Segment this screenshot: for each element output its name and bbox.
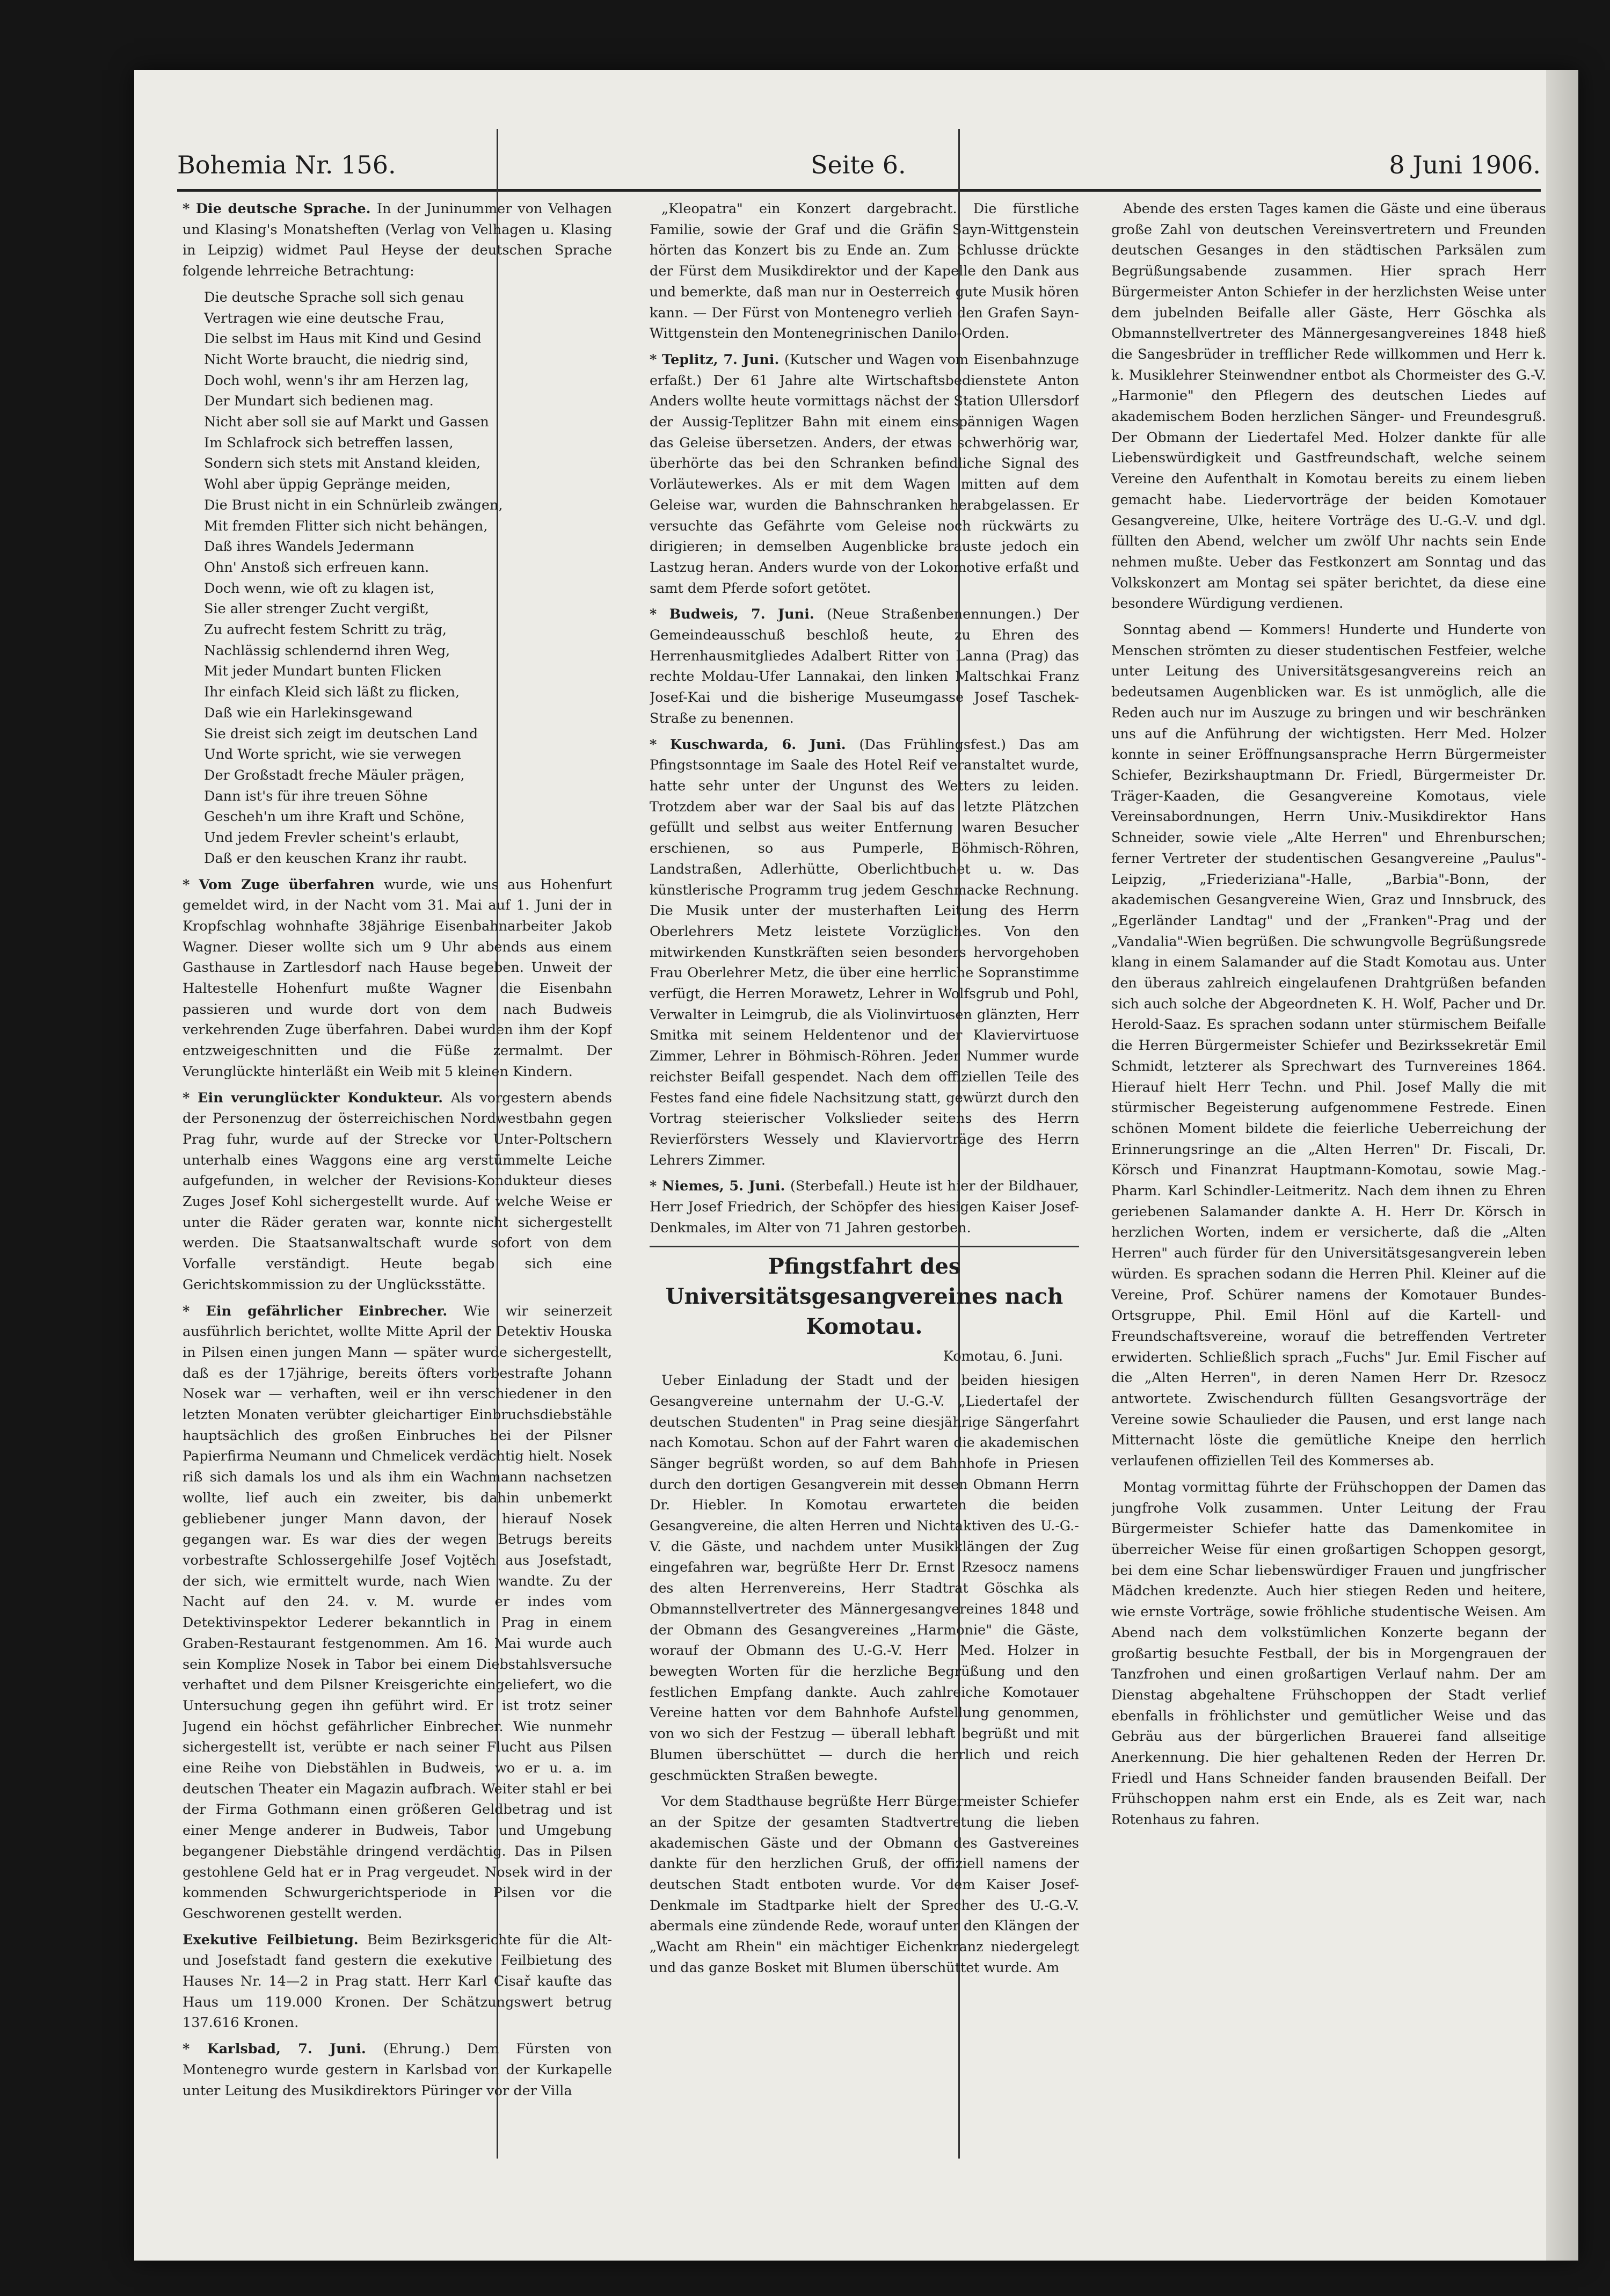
article-paragraph	[183, 1088, 612, 1296]
article-text: Vor dem Stadthause begrüßte Herr Bürgermeister Schiefer an der Spitze der gesamten Stadtvertretung die lieben akademischen Gäste und der Obmann des Gastvereines dankte für den herzlichen Gruß, der offiziell namens der deutschen Stadt entboten wurde. Vor dem Kaiser Josef-Denkmale im Stadtparke hielt der Sprecher des U.-G.-V. abermals eine zündende Rede, worauf unter den Klängen der „Wacht am Rhein" ein mächtiger Eichenkranz niedergelegt und das ganze Bosket mit Blumen überschüttet wurde. Am	[650, 1793, 1079, 1976]
article-text: wurde, wie uns aus Hohenfurt gemeldet wird, in der Nacht vom 31. Mai auf 1. Juni der in Kropfschlag wohnhafte 38jährige Eisenbahnarbeiter Jakob Wagner. Dieser wollte sich um 9 Uhr abends aus einem Gasthause in Zartlesdorf nach Hause begeben. Unweit der Haltestelle Hohenfurt mußte Wagner die Eisenbahn passieren und wurde dort von dem nach Budweis verkehrenden Zuge überfahren. Dabei wurden ihm der Kopf entzweigeschnitten und die Füße zermalmt. Der Verunglückte hinterläßt ein Weib mit 5 kleinen Kindern.	[183, 876, 612, 1080]
masthead-issue: Bohemia Nr. 156.	[177, 150, 396, 179]
verse-line: Sie aller strenger Zucht vergißt,	[204, 601, 429, 617]
article-kicker: * Ein verunglückter Kondukteur.	[183, 1089, 451, 1106]
verse-line: Die Brust nicht in ein Schnürleib zwängen,	[204, 497, 503, 513]
article-paragraph	[183, 1930, 612, 2034]
column-3	[1111, 199, 1546, 2239]
verse-line: Doch wenn, wie oft zu klagen ist,	[204, 580, 435, 597]
article-kicker: * Vom Zuge überfahren	[183, 876, 384, 893]
article-kicker: * Niemes, 5. Juni.	[650, 1178, 791, 1195]
verse-line: Daß er den keuschen Kranz ihr raubt.	[204, 850, 468, 867]
header-rule	[177, 189, 1541, 192]
verse-line: Gescheh'n um ihre Kraft und Schöne,	[204, 809, 465, 825]
article-paragraph	[183, 2039, 612, 2101]
article-text: (Das Frühlingsfest.) Das am Pfingstsonntage im Saale des Hotel Reif veranstaltet wurde, hatte sehr unter der Ungunst des Wetters zu leiden. Trotzdem aber war der Saal bis auf das letzte Plätzchen gefüllt und selbst aus weiter Entfernung waren Besucher erschienen, so aus Pumperle, Böhmisch-Röhren, Landstraßen, Adlerhütte, Oberlichtbuchet u. w. Das künstlerische Programm trug jedem Geschmacke Rechnung. Die Musik unter der musterhaften Leitung des Herrn Oberlehrers Metz leistete Vorzügliches. Von den mitwirkenden Kunstkräften seien besonders hervorgehoben Frau Oberlehrer Metz, die über eine herrliche Sopranstimme verfügt, die Herren Morawetz, Lehrer in Wolfsgrub und Pohl, Verwalter in Leimgrub, die als Violinvirtuosen glänzten, Herr Smitka mit seinem Heldentenor und der Klaviervirtuose Zimmer, Lehrer in Böhmisch-Röhren. Jeder Nummer wurde reichster Beifall gespendet. Nach dem offiziellen Teile des Festes fand eine fidele Nachsitzung statt, gewürzt durch den Vortrag steierischer Volkslieder seitens des Herrn Revierförsters Wessely und Klaviervorträge des Herrn Lehrers Zimmer.	[650, 736, 1079, 1168]
article-dateline: Komotau, 6. Juni.	[943, 1348, 1063, 1365]
page-edge	[1546, 70, 1578, 2261]
article-text: (Sterbefall.) Heute ist hier der Bildhauer, Herr Josef Friedrich, der Schöpfer des hiesigen Kaiser Josef-Denkmales, im Alter von 71 Jahren gestorben.	[650, 1178, 1079, 1236]
article-text: In der Juninummer von Velhagen und Klasing's Monatsheften (Verlag von Velhagen u. Klasing in Leipzig) widmet Paul Heyse der deutschen Sprache folgende lehrreiche Betrachtung:	[183, 201, 612, 280]
article-kicker: * Die deutsche Sprache.	[183, 201, 377, 217]
issue-date: 8 Juni 1906.	[1389, 150, 1541, 179]
verse-line: Daß wie ein Harlekinsgewand	[204, 704, 413, 721]
article-paragraph	[183, 1301, 612, 1924]
article-kicker: Exekutive Feilbietung.	[183, 1931, 368, 1948]
verse-line: Die deutsche Sprache soll sich genau	[204, 289, 464, 306]
article-kicker: * Kuschwarda, 6. Juni.	[650, 736, 859, 753]
article-paragraph	[1111, 620, 1546, 1472]
article-text: (Neue Straßenbenennungen.) Der Gemeindeausschuß beschloß heute, zu Ehren des Herrenhausmitgliedes Adalbert Ritter von Lanna (Prag) das rechte Moldau-Ufer Lannakai, den linken Maltschkai Franz Josef-Kai und die bisherige Museumgasse Josef Taschek-Straße zu benennen.	[650, 606, 1079, 726]
article-paragraph	[650, 735, 1079, 1171]
article-paragraph	[650, 1791, 1079, 1978]
verse-line: Die selbst im Haus mit Kind und Gesind	[204, 331, 482, 347]
column-1	[183, 199, 612, 2239]
article-text: (Ehrung.) Dem Fürsten von Montenegro wurde gestern in Karlsbad von der Kurkapelle unter Leitung des Musikdirektors Püringer vor der Villa	[183, 2041, 612, 2099]
verse-line: Im Schlafrock sich betreffen lassen,	[204, 434, 454, 451]
article-columns	[183, 199, 1546, 2239]
article-text: Ueber Einladung der Stadt und der beiden hiesigen Gesangvereine unternahm der U.-G.-V. „Liedertafel der deutschen Studenten" in Prag seine diesjährige Sängerfahrt nach Komotau. Schon auf der Fahrt waren die akademischen Sänger begrüßt worden, so auf dem Bahnhofe in Priesen durch den dortigen Gesangverein mit dessen Obmann Herrn Dr. Hiebler. In Komotau erwarteten die beiden Gesangvereine, die alten Herren und Nichtaktiven des U.-G.-V. die Gäste, und nachdem unter Musikklängen der Zug eingefahren war, begrüßte Herr Dr. Ernst Rzesocz namens des alten Herrenvereins, Herr Stadtrat Göschka als Obmannstellvertreter des Männergesangvereines 1848 und der Obmann des Gesangvereines „Harmonie" die Gäste, worauf der Obmann des U.-G.-V. Herr Med. Holzer in bewegten Worten für die herzliche Begrüßung und den festlichen Empfang dankte. Auch zahlreiche Komotauer Vereine hatten vor dem Bahnhofe Aufstellung genommen, von wo sich der Festzug — überall lebhaft begrüßt und mit Blumen überschüttet — durch die herrlich und reich geschmückten Straßen bewegte.	[650, 1372, 1079, 1784]
verse-line: Ihr einfach Kleid sich läßt zu flicken,	[204, 684, 460, 701]
article-text: (Kutscher und Wagen vom Eisenbahnzuge erfaßt.) Der 61 Jahre alte Wirtschaftsbedienstete Anton Anders wollte heute vormittags nächst der Station Ullersdorf der Aussig-Teplitzer Bahn mit einem einspännigen Wagen das Geleise übersetzen. Anders, der etwas schwerhörig war, überhörte das bei den Schranken befindliche Signal des Vorläutewerkes. Als er mit dem Wagen mitten auf dem Geleise war, wurden die Bahnschranken herabgelassen. Er versuchte das Gefährte vom Geleise noch rückwärts zu dirigieren; in demselben Augenblicke brauste jedoch ein Lastzug heran. Anders wurde von der Lokomotive erfaßt und samt dem Pferde sofort getötet.	[650, 351, 1079, 597]
article-kicker: * Budweis, 7. Juni.	[650, 606, 827, 623]
article-paragraph	[650, 604, 1079, 729]
article-text: Montag vormittag führte der Frühschoppen der Damen das jungfrohe Volk zusammen. Unter Leitung der Frau Bürgermeister Schiefer hatte das Damenkomitee in überreicher Weise für einen großartigen Schoppen gesorgt, bei dem eine Schar liebenswürdiger Frauen und jungfrischer Mädchen kredenzte. Auch hier stiegen Reden und heitere, wie ernste Vorträge, sowie fröhliche studentische Weisen. Am Abend nach dem volkstümlichen Konzerte begann der großartig besuchte Festball, der bis in Morgengrauen der Tanzfrohen und einen großartigen Verlauf nahm. Der am Dienstag abgehaltene Frühschoppen der Stadt verlief ebenfalls in fröhlichster und gemütlicher Weise und das Gebräu aus der bürgerlichen Brauerei fand allseitige Anerkennung. Die hier gehaltenen Reden der Herren Dr. Friedl und Hans Schneider fanden brausenden Beifall. Der Frühschoppen nahm erst ein Ende, als es Zeit war, nach Rotenhaus zu fahren.	[1111, 1479, 1546, 1828]
article-headline: Pfingstfahrt des Universitätsgesangvereines nach Komotau.	[650, 1246, 1079, 1342]
article-text: „Kleopatra" ein Konzert dargebracht. Die fürstliche Familie, sowie der Graf und die Gräfin Sayn-Wittgenstein hörten das Konzert bis zu Ende an. Zum Schlusse drückte der Fürst dem Musikdirektor und der Kapelle den Dank aus und bemerkte, daß man nur in Oesterreich gute Musik hören kann. — Der Fürst von Montenegro verlieh den Grafen Sayn-Wittgenstein den Montenegrinischen Danilo-Orden.	[650, 201, 1079, 342]
verse-line: Dann ist's für ihre treuen Söhne	[204, 788, 428, 804]
verse-line: Nicht aber soll sie auf Markt und Gassen	[204, 414, 489, 431]
verse-line: Daß ihres Wandels Jedermann	[204, 539, 414, 555]
verse-line: Nachlässig schlendernd ihren Weg,	[204, 642, 450, 659]
verse-line: Sondern sich stets mit Anstand kleiden,	[204, 455, 481, 472]
verse-line: Der Großstadt freche Mäuler prägen,	[204, 767, 465, 783]
article-text: Sonntag abend — Kommers! Hunderte und Hunderte von Menschen strömten zu dieser studentischen Festfeier, welche unter Leitung des Universitätsgesangvereins reich an bedeutsamen Augenblicken war. Es ist unmöglich, alle die Reden auch nur im Auszuge zu bringen und wir beschränken uns auf die Anführung der wichtigsten. Herr Med. Holzer konnte in seiner Eröffnungsansprache Herrn Bürgermeister Schiefer, Bezirkshauptmann Dr. Friedl, Bürgermeister Dr. Träger-Kaaden, die Gesangvereine Komotaus, viele Vereinsabordnungen, Herrn Univ.-Musikdirektor Hans Schneider, sowie viele „Alte Herren" und Ehrenburschen; ferner Vertreter der studentischen Gesangvereine „Paulus"-Leipzig, „Friederiziana"-Halle, „Barbia"-Bonn, der akademischen Gesangvereine Wien, Graz und Innsbruck, des „Egerländer Landtag" und der „Franken"-Prag und der „Vandalia"-Wien begrüßen. Die schwungvolle Begrüßungsrede klang in einem Salamander auf die Stadt Komotau aus. Unter den überaus zahlreich eingelaufenen Drahtgrüßen befanden sich auch solche der Abgeordneten K. H. Wolf, Pacher und Dr. Herold-Saaz. Es sprachen sodann unter stürmischem Beifalle die Herren Bürgermeister Schiefer und Bezirkssekretär Emil Schmidt, letzterer als Sprechwart des Turnvereines 1864. Hierauf hielt Herr Techn. und Phil. Josef Mally die mit stürmischer Begeisterung aufgenommene Festrede. Einen schönen Moment bildete die feierliche Ueberreichung der Erinnerungsringe an die „Alten Herren" Dr. Fiscali, Dr. Körsch und Finanzrat Hauptmann-Komotau, sowie Mag.-Pharm. Karl Schindler-Leitmeritz. Nach dem ihnen zu Ehren geriebenen Salamander dankte A. H. Herr Dr. Körsch in herzlichen Worten, indem er versicherte, daß die „Alten Herren" auch fürder für den Universitätsgesangverein leben würden. Es sprachen sodann die Herren Phil. Kleiner auf die Vereine, Prof. Schürer namens der Komotauer Bundes-Ortsgruppe, Phil. Emil Hönl auf die Kartell- und Freundschaftsvereine, worauf die betreffenden Vertreter erwiderten. Schließlich sprach „Fuchs" Jur. Emil Fischer auf die „Alten Herren", in deren Namen Herr Dr. Rzesocz antwortete. Zwischendurch füllten Gesangsvorträge der Vereine sowie Schaulieder die Pausen, und erst lange nach Mitternacht löste die gemütliche Kneipe den herrlich verlaufenen offiziellen Teil des Kommerses ab.	[1111, 622, 1546, 1470]
article-paragraph	[183, 875, 612, 1082]
article-paragraph	[183, 199, 612, 282]
article-text: Wie wir seinerzeit ausführlich berichtet, wollte Mitte April der Detektiv Houska in Pilsen einen jungen Mann — später wurde sichergestellt, daß es der 17jährige, bereits öfters vorbestrafte Johann Nosek war — verhaften, weil er ihn verschiedener in den letzten Monaten verübter gleichartiger Einbruchsdiebstähle hauptsächlich des großen Einbruches bei der Pilsner Papierfirma Neumann und Chmelicek verdächtig hielt. Nosek riß sich damals los und als ihm ein Wachmann nachsetzen wollte, lief auch ein zweiter, bis dahin unbemerkt gebliebener junger Mann davon, der hierauf Nosek gegangen war. Es war dies der wegen Betrugs bereits vorbestrafte Schlossergehilfe Josef Vojtěch aus Josefstadt, der sich, wie ermittelt wurde, nach Wien wandte. Zu der Nacht auf den 24. v. M. wurde er indes vom Detektivinspektor Lederer bekanntlich in Prag in einem Graben-Restaurant festgenommen. Am 16. Mai wurde auch sein Komplize Nosek in Tabor bei einem Diebstahlsversuche verhaftet und dem Pilsner Kreisgerichte eingeliefert, wo die Untersuchung gegen ihn geführt wird. Er ist trotz seiner Jugend ein höchst gefährlicher Einbrecher. Wie nunmehr sichergestellt ist, verübte er nach seiner Flucht aus Pilsen eine Reihe von Diebstählen in Budweis, wo er u. a. im deutschen Theater ein Magazin aufbrach. Weiter stahl er bei der Firma Gothmann einen größeren Geldbetrag und ist einer Menge anderer in Budweis, Tabor und Umgebung begangener Diebstähle dringend verdächtig. Das in Pilsen gestohlene Geld hat er in Prag vergeudet. Nosek wird in der kommenden Schwurgerichtsperiode in Pilsen vor die Geschworenen gestellt werden.	[183, 1303, 612, 1922]
verse-line: Mit fremden Flitter sich nicht behängen,	[204, 518, 488, 534]
verse-line: Mit jeder Mundart bunten Flicken	[204, 663, 442, 680]
verse-line: Vertragen wie eine deutsche Frau,	[204, 310, 445, 326]
article-paragraph	[1111, 1477, 1546, 1830]
verse-line: Ohn' Anstoß sich erfreuen kann.	[204, 559, 429, 576]
verse-line: Der Mundart sich bedienen mag.	[204, 393, 434, 410]
verse-line: Doch wohl, wenn's ihr am Herzen lag,	[204, 372, 469, 389]
poem-verse	[204, 287, 612, 869]
page-header	[177, 150, 1541, 193]
article-text: Beim Bezirksgerichte für die Alt- und Josefstadt fand gestern die exekutive Feilbietung des Hauses Nr. 14—2 in Prag statt. Herr Karl Cisař kaufte das Haus um 119.000 Kronen. Der Schätzungswert betrug 137.616 Kronen.	[183, 1931, 612, 2031]
article-paragraph	[650, 1176, 1079, 1238]
page-number: Seite 6.	[811, 150, 906, 179]
article-paragraph	[1111, 199, 1546, 614]
verse-line: Nicht Worte braucht, die niedrig sind,	[204, 351, 469, 368]
verse-line: Und Worte spricht, wie sie verwegen	[204, 746, 461, 763]
column-2	[650, 199, 1079, 2239]
article-paragraph	[650, 199, 1079, 344]
article-paragraph	[650, 1370, 1079, 1786]
verse-line: Sie dreist sich zeigt im deutschen Land	[204, 725, 478, 742]
verse-line: Zu aufrecht festem Schritt zu träg,	[204, 622, 447, 638]
article-paragraph	[650, 350, 1079, 599]
article-kicker: * Teplitz, 7. Juni.	[650, 351, 785, 368]
article-text: Abende des ersten Tages kamen die Gäste und eine überaus große Zahl von deutschen Vereinsvertretern und Freunden deutschen Gesanges in den städtischen Parksälen zum Begrüßungsabende zusammen. Hier sprach Herr Bürgermeister Anton Schiefer in der herzlichsten Weise unter dem jubelnden Beifalle aller Gäste, Herr Göschka als Obmannstellvertreter des Männergesangvereines 1848 hieß die Sangesbrüder in trefflicher Rede willkommen und Herr k. k. Musiklehrer Steinwendner entbot als Chormeister des G.-V. „Harmonie" den Pflegern des deutschen Liedes auf akademischem Boden herzlichen Sänger- und Freundesgruß. Der Obmann der Liedertafel Med. Holzer dankte für alle Liebenswürdigkeit und Gastfreundschaft, welche seinem Vereine den Aufenthalt in Komotau bereits zu einem lieben gemacht habe. Liedervorträge der beiden Komotauer Gesangvereine, Ulke, heitere Vorträge des U.-G.-V. und dgl. füllten den Abend, welcher um zwölf Uhr nachts sein Ende nehmen mußte. Ueber das Festkonzert am Sonntag und das Volkskonzert am Montag sei später berichtet, da diese eine besondere Würdigung verdienen.	[1111, 201, 1546, 612]
article-text: Als vorgestern abends der Personenzug der österreichischen Nordwestbahn gegen Prag fuhr, wurde auf der Strecke vor Unter-Poltschern unterhalb eines Waggons eine arg verstümmelte Leiche aufgefunden, in welcher der Revisions-Kondukteur dieses Zuges Josef Kohl sichergestellt wurde. Auf welche Weise er unter die Räder geraten war, konnte nicht sichergestellt werden. Die Staatsanwaltschaft wurde sofort von dem Vorfalle verständigt. Heute begab sich eine Gerichtskommission zu der Unglücksstätte.	[183, 1089, 612, 1293]
verse-line: Und jedem Frevler scheint's erlaubt,	[204, 830, 460, 846]
article-kicker: * Karlsbad, 7. Juni.	[183, 2041, 384, 2058]
verse-line: Wohl aber üppig Gepränge meiden,	[204, 476, 451, 493]
article-kicker: * Ein gefährlicher Einbrecher.	[183, 1303, 464, 1319]
